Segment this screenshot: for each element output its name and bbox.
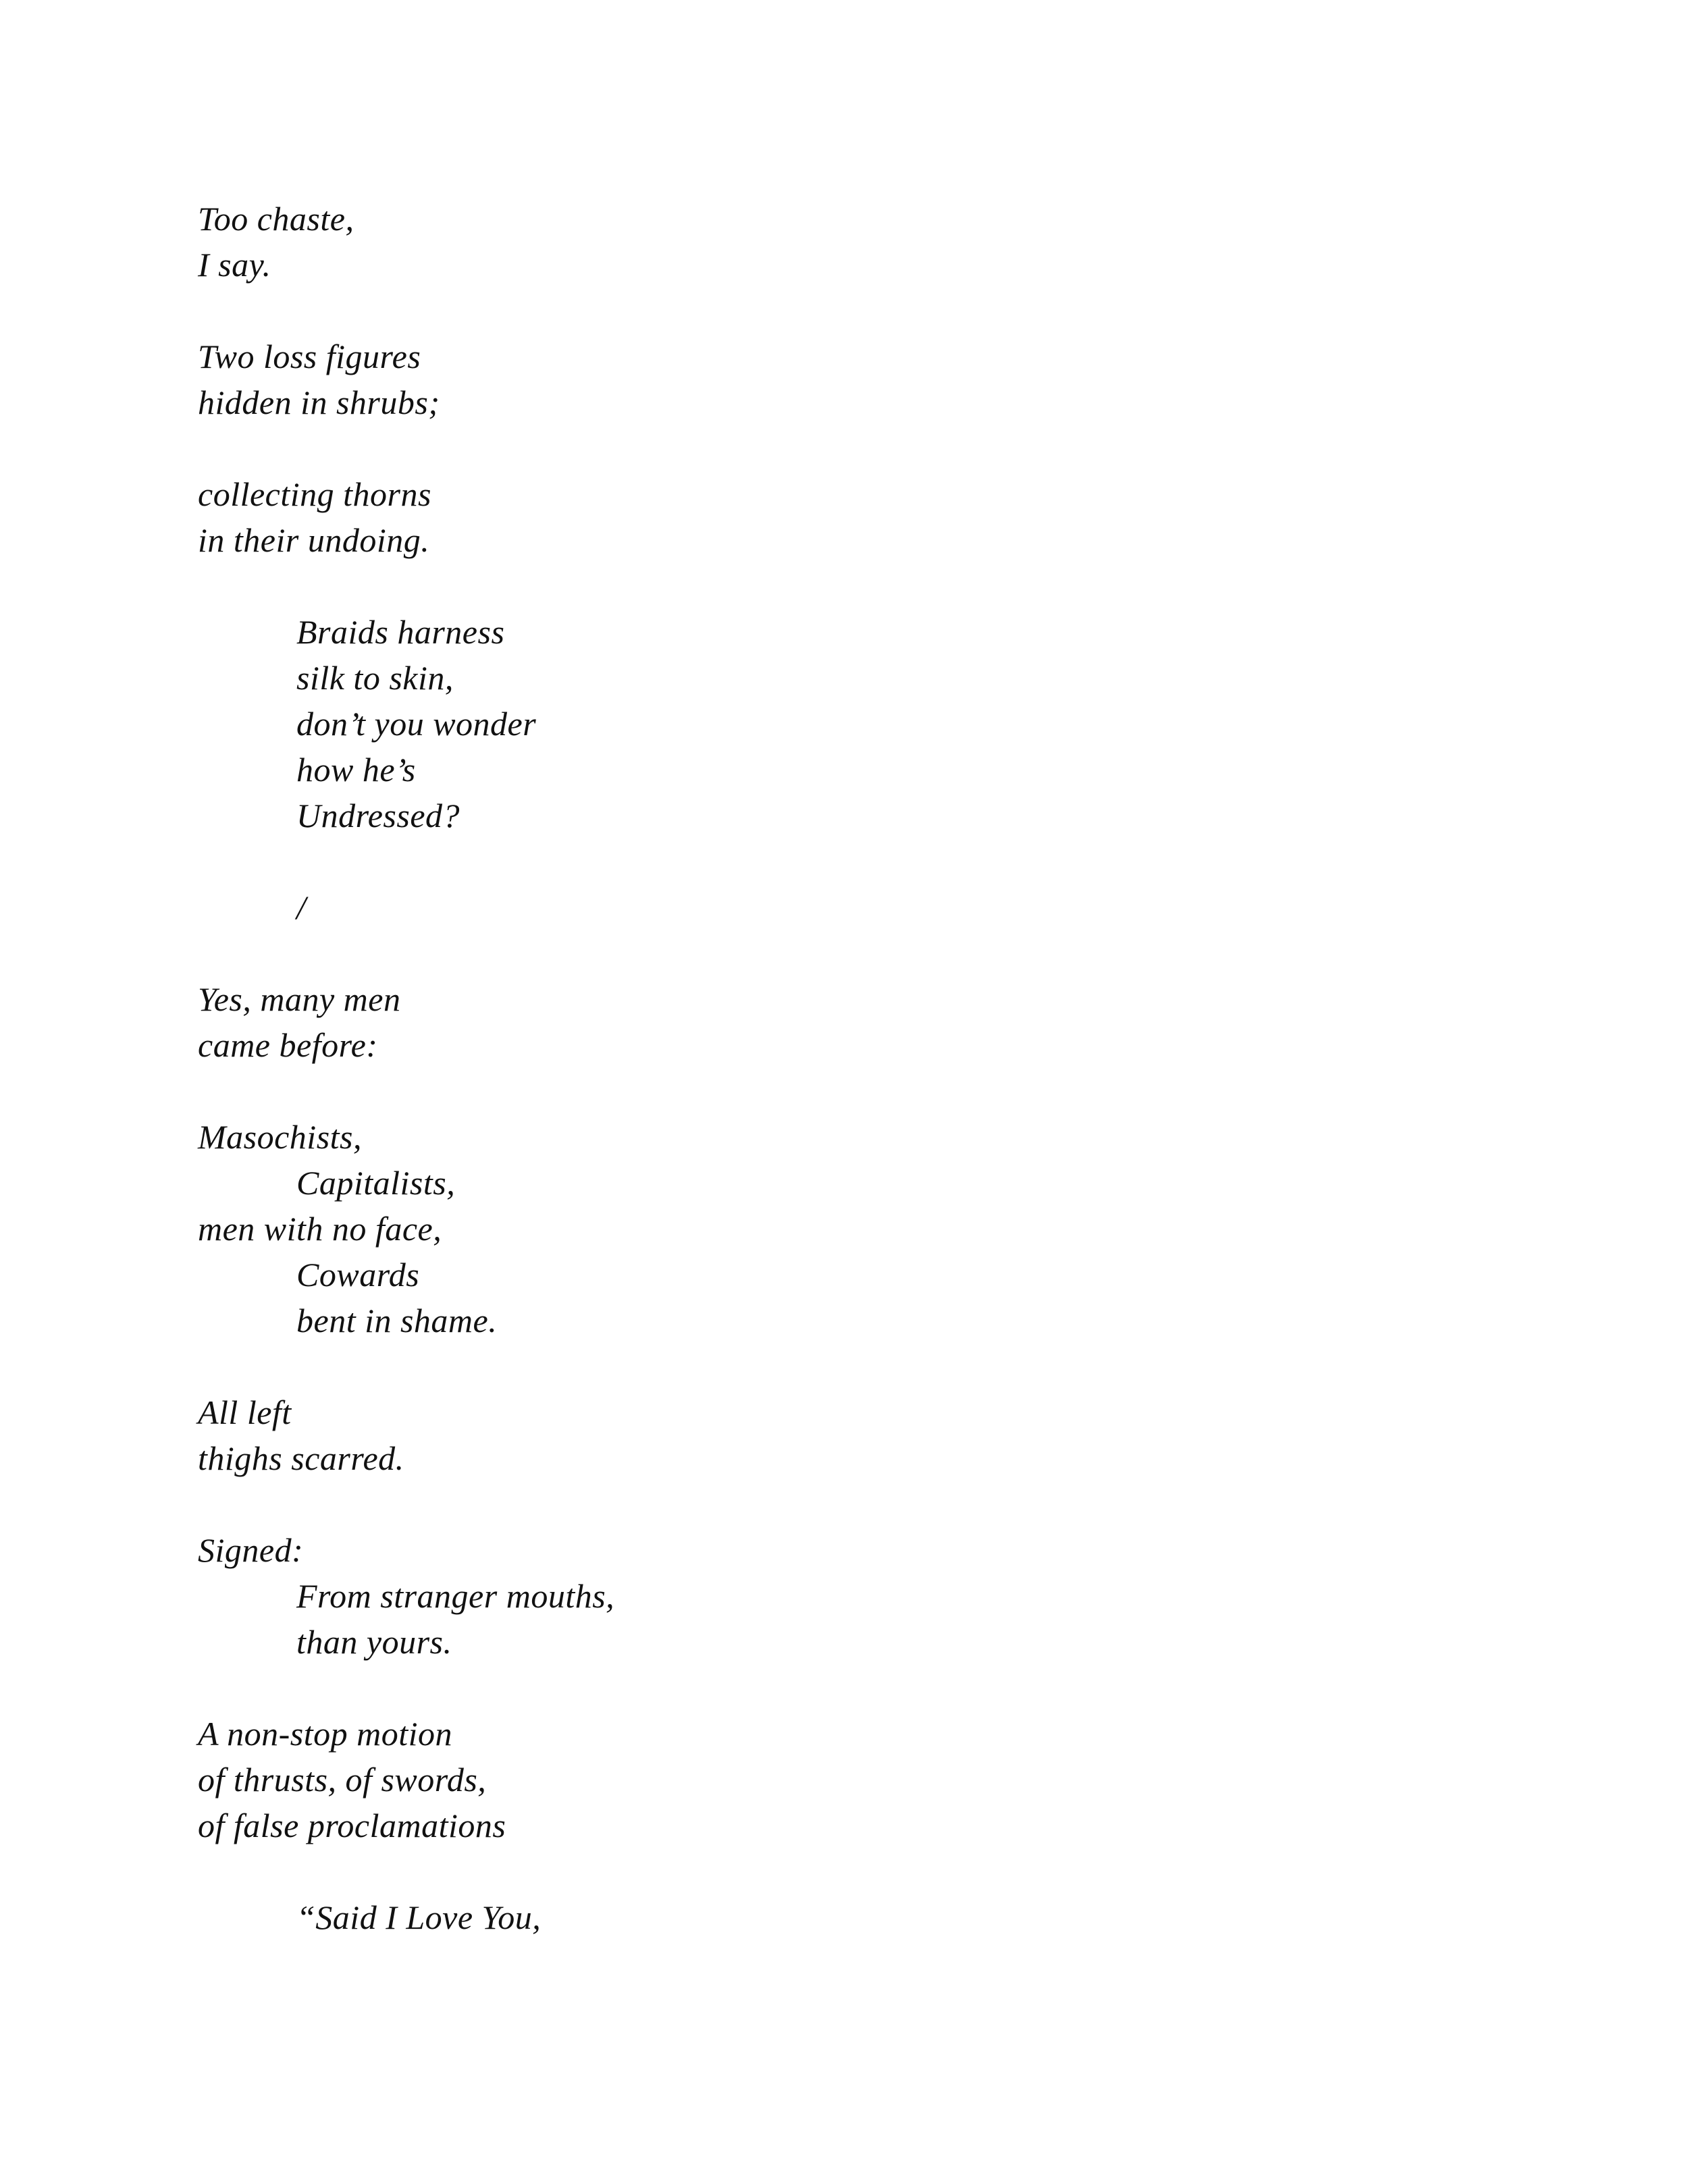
poem-line: Capitalists, (296, 1164, 456, 1202)
poem-line: silk to skin, (296, 659, 454, 697)
stanza-6 (198, 1114, 1481, 1343)
stanza-10 (198, 1894, 1481, 1940)
poem-line: of thrusts, of swords, (198, 1761, 487, 1799)
stanza-3 (198, 471, 1481, 563)
poem-line: From stranger mouths, (296, 1577, 615, 1615)
poem-line: I say. (198, 246, 271, 284)
stanza-7 (198, 1389, 1481, 1481)
poem-line: Signed: (198, 1531, 304, 1569)
stanza-4 (198, 609, 1481, 838)
stanza-1 (198, 196, 1481, 288)
poem-line: “Said I Love You, (296, 1898, 542, 1936)
poem-line: Too chaste, (198, 200, 354, 238)
poem-line: men with no face, (198, 1210, 442, 1248)
poem-line: how he’s (296, 751, 416, 789)
poem-line: Braids harness (296, 613, 505, 651)
stanza-2 (198, 334, 1481, 425)
poem-line: hidden in shrubs; (198, 383, 440, 421)
section-divider (198, 884, 1481, 930)
slash-divider: / (296, 888, 307, 926)
poem-line: All left (198, 1393, 292, 1431)
stanza-8 (198, 1527, 1481, 1665)
poem-line: thighs scarred. (198, 1439, 404, 1477)
poem-body (198, 196, 1481, 1986)
poem-line: came before: (198, 1026, 378, 1064)
poem-line: don’t you wonder (296, 705, 537, 743)
poem-line: A non-stop motion (198, 1715, 453, 1753)
poem-line: in their undoing. (198, 521, 430, 559)
poem-line: than yours. (296, 1623, 452, 1661)
poem-line: Undressed? (296, 797, 460, 834)
stanza-9 (198, 1711, 1481, 1848)
poem-line: collecting thorns (198, 475, 431, 513)
stanza-5 (198, 976, 1481, 1068)
poem-line: Cowards (296, 1256, 420, 1294)
poem-line: Two loss figures (198, 338, 421, 375)
poem-line: Yes, many men (198, 980, 401, 1018)
poem-line: bent in shame. (296, 1302, 498, 1339)
poem-line: Masochists, (198, 1118, 362, 1156)
poem-line: of false proclamations (198, 1807, 506, 1844)
